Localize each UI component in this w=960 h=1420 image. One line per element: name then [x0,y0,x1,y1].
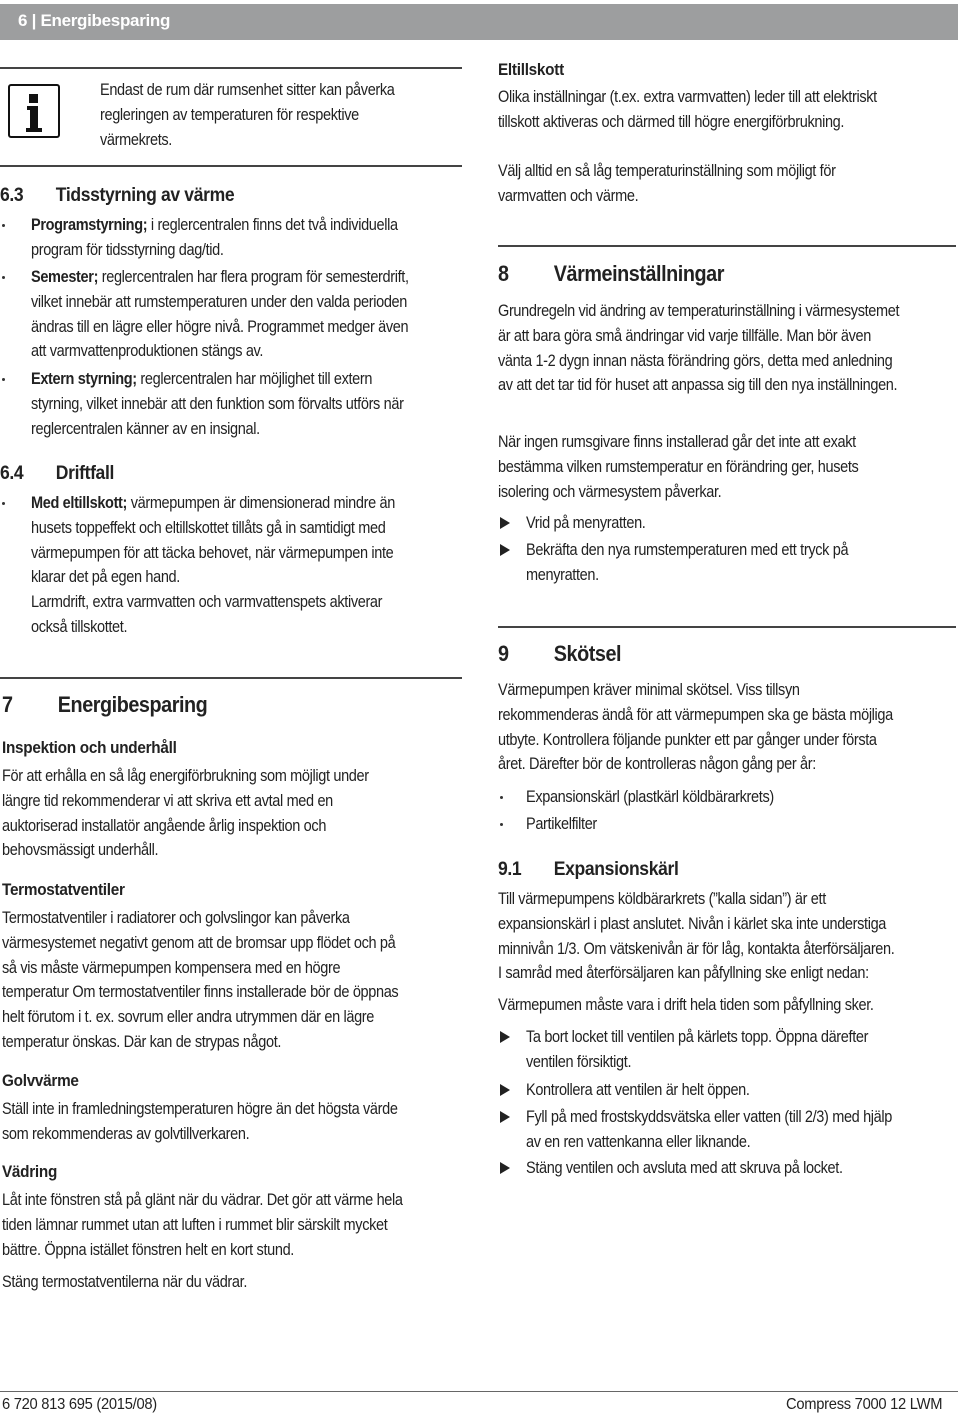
list-item: Partikelfilter [500,812,956,837]
footer-product-name: Compress 7000 12 LWM [786,1396,943,1413]
vadring-text: Låt inte fönstren stå på glänt när du vädrar. Det gör att värme hela tiden lämnar rummet utan att luften i rummet blir särskilt mycket bättre. Öppna istället fönstren helt en kort stund. [2,1191,403,1259]
section-9-rule [498,626,956,628]
step-item: Ta bort locket till ventilen på kärlets topp. Öppna därefter ventilen försiktigt. [500,1025,956,1075]
info-note-text: Endast de rum där rumsenhet sitter kan påverka regleringen av temperaturen för respektive värmekrets. [100,81,395,149]
golvvarme-text: Ställ inte in framledningstemperaturen högre än det högsta värde som rekommenderas av golvtillverkaren. [2,1100,398,1143]
step-item: Stäng ventilen och avsluta med att skruva på locket. [500,1156,956,1181]
heading-9-1: 9.1 Expansionskärl [498,858,679,880]
step-item: Bekräfta den nya rumstemperaturen med ett tryck på menyratten. [500,538,956,588]
heading-8: 8 Värmeinställningar [498,261,724,286]
skotsel-p1: Värmepumpen kräver minimal skötsel. Viss tillsyn rekommenderas ändå för att värmepumpen ska ge bästa möjliga utbyte. Kontrollera följande punkter ett par gånger under första året. Därefter bör de kontrolleras någon gång per år: [498,681,893,774]
vadring-note: Stäng termostatventilerna när du vädrar. [2,1273,248,1291]
list-item: Extern styrning; reglercentralen har möjlighet till extern styrning, vilket innebär att den funktion som förvalts utförs när reglercentralen känner av en insignal. [2,367,462,441]
heading-9: 9 Skötsel [498,641,622,666]
list-item: Med eltillskott; värmepumpen är dimensionerad mindre än husets toppeffekt och eltillskottet tillåts gå in samtidigt med värmepumpen för att täcka behovet, när värmepumpen inte klarar det på egen hand. [2,491,462,590]
subheading-inspektion: Inspektion och underhåll [2,738,177,757]
driftfall-note: Larmdrift, extra varmvatten och varmvattenspets aktiverar också tillskottet. [31,593,383,636]
info-top-rule [0,67,462,69]
section-header-bar [0,4,958,40]
step-item: Kontrollera att ventilen är helt öppen. [500,1078,956,1103]
heading-6-4: 6.4 Driftfall [0,462,114,484]
inspektion-text: För att erhålla en så låg energiförbrukning som möjligt under längre tid rekommenderar vi att skriva ett avtal med en auktoriserad installatör angående årlig inspektion och behovsmässigt underhåll. [2,767,369,860]
termostatventiler-text: Termostatventiler i radiatorer och golvslingor kan påverka värmesystemet negativt genom att de bromsar upp flödet och på så vis måste värmepumpen kompensera med en högre temperatur Om termostatventiler finns installerade bör de öppnas helt förutom i t. ex. sovrum eller andra utrymmen där en lägre temperatur önskas. Där kan de strypas något. [2,909,399,1051]
section-7-rule [0,677,462,679]
step-item: Fyll på med frostskyddsvätska eller vatten (till 2/3) med hjälp av en ren vattenkanna eller liknande. [500,1105,956,1155]
footer-rule [0,1391,958,1392]
varme-p1: Grundregeln vid ändring av temperaturinställning i värmesystemet är att bara göra små ändringar vid varje tillfälle. Man bör även vänta 1-2 dygn innan nästa förändring görs, detta med anledning av att det tar tid för huset att anpassa sig till den nya inställningen. [498,302,900,395]
info-bottom-rule [0,165,462,167]
info-icon [8,84,60,138]
eltillskott-text: Olika inställningar (t.ex. extra varmvatten) leder till att elektriskt tillskott aktiveras och därmed till högre energiförbrukning. [498,88,877,131]
varme-p2: När ingen rumsgivare finns installerad går det inte att exakt bestämma vilken rumstemperatur en förändring ger, husets isolering och värmesystem påverkar. [498,433,859,501]
heading-6-3: 6.3 Tidsstyrning av värme [0,184,235,206]
subheading-termostatventiler: Termostatventiler [2,880,125,899]
expansionskarl-p2: Värmepumen måste vara i drift hela tiden som påfyllning sker. [498,996,874,1014]
expansionskarl-p1: Till värmepumpens köldbärarkrets (”kalla sidan”) är ett expansionskärl i plast anslutet. Nivån i kärlet ska inte understiga minnivån 1/3. Om vätskenivån är för låg, kontakta återförsäljaren. I samråd med återförsäljaren kan påfyllning ske enligt nedan: [498,890,895,983]
list-item: Expansionskärl (plastkärl köldbärarkrets) [500,785,956,810]
heading-7: 7 Energibesparing [2,692,208,717]
subheading-golvvarme: Golvvärme [2,1071,79,1090]
footer-doc-number: 6 720 813 695 (2015/08) [2,1396,157,1413]
eltillskott-note: Välj alltid en så låg temperaturinställning som möjligt för varmvatten och värme. [498,162,836,205]
subheading-eltillskott: Eltillskott [498,60,564,79]
subheading-vadring: Vädring [2,1162,58,1181]
section-8-rule [498,245,956,247]
list-item: Programstyrning; i reglercentralen finns det två individuella program för tidsstyrning dag/tid. [2,213,462,263]
list-item: Semester; reglercentralen har flera program för semesterdrift, vilket innebär att rumstemperaturen under den valda perioden ändras till en lägre eller högre nivå. Programmet medger även att varmvattenproduktionen stängs av. [2,265,462,364]
section-header-title: 6 | Energibesparing [18,11,171,30]
step-item: Vrid på menyratten. [500,511,956,536]
